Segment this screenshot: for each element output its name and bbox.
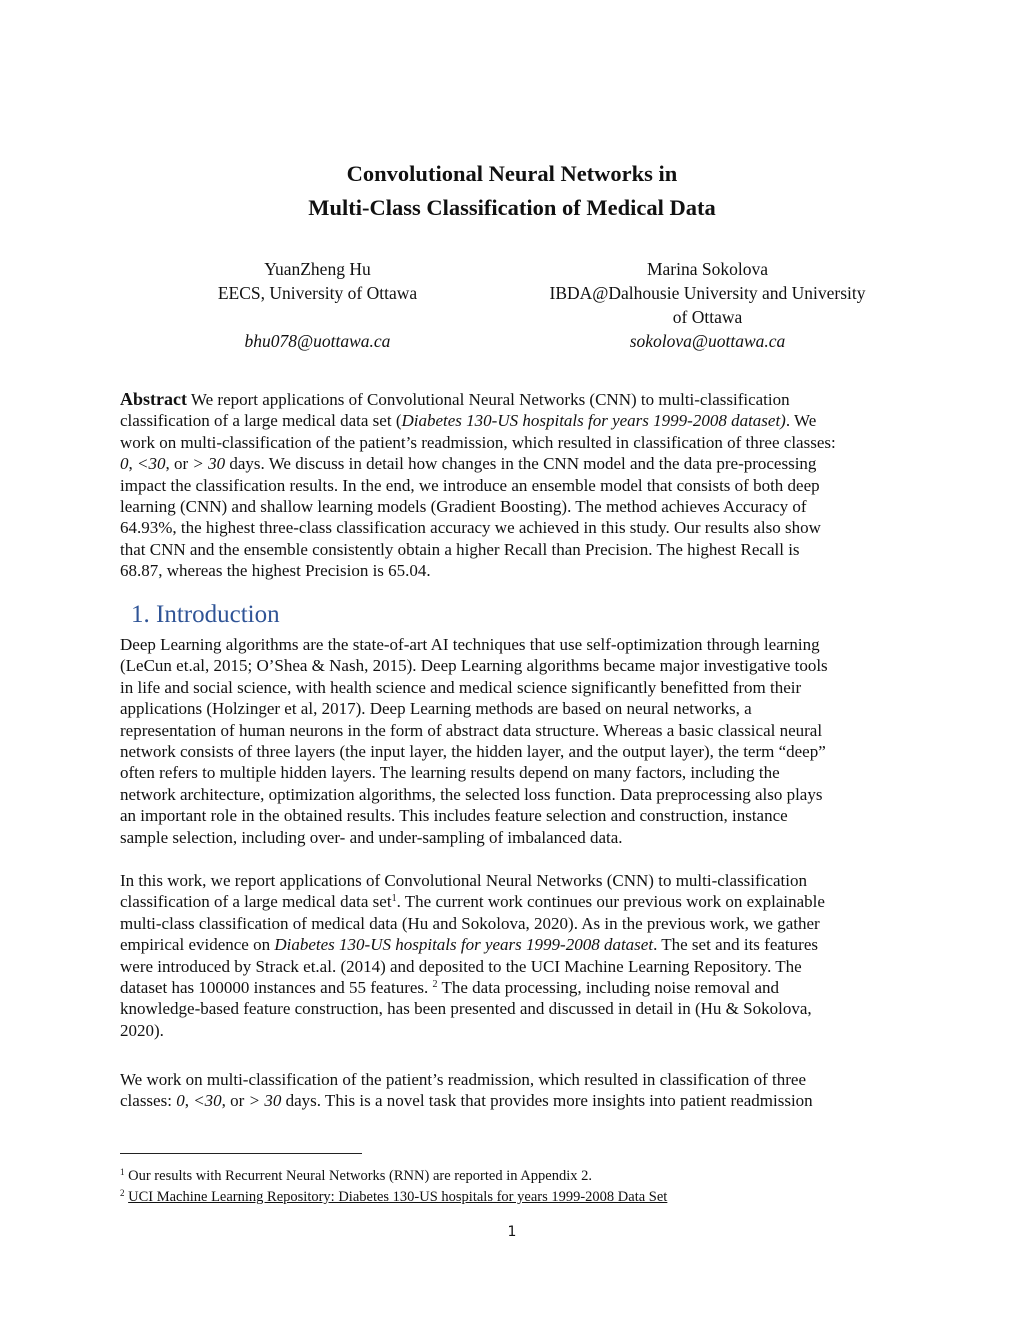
intro-paragraph-3 xyxy=(120,1069,910,1112)
abstract-line: classification of a large medical data set ( xyxy=(120,411,402,431)
footnote-ref-1[interactable]: 1 xyxy=(391,893,397,905)
abstract-text: , xyxy=(128,454,137,474)
paragraph-line: network consists of three layers (the input layer, the hidden layer, and the output layer), the term “deep” xyxy=(120,741,826,761)
paragraph-line: often refers to multiple hidden layers. The learning results depend on many factors, including the xyxy=(120,763,780,783)
intro-paragraph-1 xyxy=(120,634,910,848)
paragraph-text: classes: xyxy=(120,1091,177,1111)
author-email: bhu078@uottawa.ca xyxy=(244,331,391,351)
footnote-1 xyxy=(120,1166,592,1186)
abstract-text: days. We discuss in detail how changes in the CNN model and the data pre-processing xyxy=(225,454,817,474)
paragraph-line: multi-class classification of medical data (Hu and Sokolova, 2020). As in the previous work, we gather xyxy=(120,913,820,933)
dataset-name: Diabetes 130-US hospitals for years 1999-2008 dataset xyxy=(274,935,654,955)
footnote-ref-2[interactable]: 2 xyxy=(432,978,438,990)
abstract-line: We report applications of Convolutional Neural Networks (CNN) to multi-classification xyxy=(186,390,790,409)
paragraph-line: network architecture, optimization algorithms, the selected loss function. Data preprocessing also plays xyxy=(120,784,823,804)
class-label: <30 xyxy=(193,1091,222,1111)
paragraph-line: knowledge-based feature construction, has been presented and discussed in detail in (Hu & Sokolova, xyxy=(120,999,812,1019)
class-label: > 30 xyxy=(192,454,226,474)
paragraph-line: In this work, we report applications of Convolutional Neural Networks (CNN) to multi-classification xyxy=(120,871,807,890)
class-label: 0 xyxy=(176,1091,185,1111)
uci-repository-link[interactable]: UCI Machine Learning Repository: Diabetes 130-US hospitals for years 1999-2008 Data Set xyxy=(128,1189,668,1205)
paragraph-line: We work on multi-classification of the patient’s readmission, which resulted in classification of three xyxy=(120,1070,807,1089)
author-name: Marina Sokolova xyxy=(646,259,769,279)
abstract-line: 68.87, whereas the highest Precision is 65.04. xyxy=(120,561,431,581)
title-line-1: Convolutional Neural Networks in xyxy=(346,161,678,186)
author-block-1 xyxy=(170,257,465,353)
paragraph-line: an important role in the obtained results. This includes feature selection and construction, instance xyxy=(120,806,788,826)
author-name: YuanZheng Hu xyxy=(264,259,371,279)
title-line-2: Multi-Class Classification of Medical Data xyxy=(308,195,716,220)
paragraph-line: 2020). xyxy=(120,1020,164,1040)
abstract-line: work on multi-classification of the patient’s readmission, which resulted in classification of three classes: xyxy=(120,432,836,452)
author-affiliation: EECS, University of Ottawa xyxy=(217,283,418,303)
abstract-label: Abstract xyxy=(120,389,187,409)
intro-paragraph-2 xyxy=(120,870,910,1041)
abstract-line: impact the classification results. In the end, we introduce an ensemble model that consists of both deep xyxy=(120,475,820,495)
author-affiliation-cont: of Ottawa xyxy=(672,307,743,327)
paragraph-text: dataset has 100000 instances and 55 features. xyxy=(120,977,433,997)
footnote-divider xyxy=(120,1153,362,1154)
footnote-marker: 2 xyxy=(120,1188,125,1198)
abstract-line: 64.93%, the highest three-class classification accuracy we achieved in this study. Our results also show xyxy=(120,518,821,538)
paragraph-line: representation of human neurons in the form of abstract data structure. Whereas a basic classical neural xyxy=(120,720,823,740)
paragraph-line: Deep Learning algorithms are the state-of-art AI techniques that use self-optimization through learning xyxy=(120,635,820,654)
class-label: 0 xyxy=(120,454,129,474)
paper-title xyxy=(0,157,1024,225)
author-block-2 xyxy=(505,257,910,353)
abstract-line: learning (CNN) and shallow learning models (Gradient Boosting). The method achieves Accuracy of xyxy=(120,496,807,516)
paragraph-text: . The current work continues our previous work on explainable xyxy=(396,892,825,912)
section-heading-introduction: 1. Introduction xyxy=(131,601,280,628)
paragraph-text: , or xyxy=(221,1091,249,1111)
dataset-name: Diabetes 130-US hospitals for years 1999-2008 dataset) xyxy=(401,411,786,431)
author-affiliation-cont xyxy=(170,305,465,329)
paragraph-text: classification of a large medical data set xyxy=(120,892,392,912)
abstract-text: , or xyxy=(165,454,193,474)
paragraph-line: were introduced by Strack et.al. (2014) and deposited to the UCI Machine Learning Repository. The xyxy=(120,956,802,976)
paragraph-line: in life and social science, with health science and medical science significantly benefitted from their xyxy=(120,677,802,697)
class-label: <30 xyxy=(137,454,166,474)
footnote-text: Our results with Recurrent Neural Networks (RNN) are reported in Appendix 2. xyxy=(124,1168,592,1184)
paragraph-text: , xyxy=(184,1091,194,1111)
paragraph-text: empirical evidence on xyxy=(120,935,275,955)
footnote-2 xyxy=(120,1187,667,1207)
abstract-line: . We xyxy=(785,411,817,431)
paragraph-text: . The set and its features xyxy=(653,935,818,955)
footnote-marker: 1 xyxy=(120,1167,125,1177)
paragraph-line: (LeCun et.al, 2015; O’Shea & Nash, 2015). Deep Learning algorithms became major investigative tools xyxy=(120,656,828,676)
page-number: 1 xyxy=(507,1224,517,1240)
author-affiliation: IBDA@Dalhousie University and University xyxy=(549,283,866,303)
paragraph-line: sample selection, including over- and under-sampling of imbalanced data. xyxy=(120,827,623,847)
paragraph-line: applications (Holzinger et al, 2017). Deep Learning methods are based on neural networks, a xyxy=(120,699,752,719)
author-email: sokolova@uottawa.ca xyxy=(629,331,786,351)
paragraph-text: days. This is a novel task that provides more insights into patient readmission xyxy=(281,1091,813,1111)
class-label: > 30 xyxy=(248,1091,282,1111)
abstract-line: that CNN and the ensemble consistently obtain a higher Recall than Precision. The highest Recall is xyxy=(120,539,800,559)
paragraph-text: The data processing, including noise removal and xyxy=(437,977,780,997)
abstract xyxy=(120,389,910,582)
